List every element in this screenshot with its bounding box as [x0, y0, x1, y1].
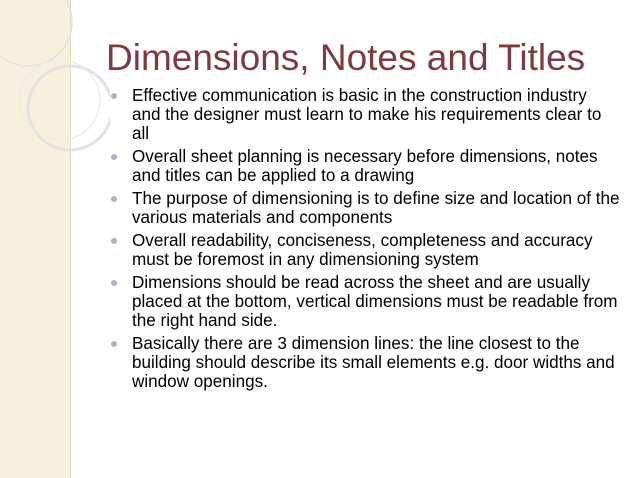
bullet-text: Dimensions should be read across the sheet and are usually placed at the bottom, vertical dimensions must be readable from the right hand side. — [132, 273, 618, 330]
bullet-text: Overall sheet planning is necessary before dimensions, notes and titles can be applied to a drawing — [132, 147, 598, 185]
bullet-item — [110, 189, 620, 227]
bullet-item — [110, 334, 620, 391]
bullet-text: Effective communication is basic in the construction industry and the designer must learn to make his requirements clear to all — [132, 86, 602, 143]
bullet-marker — [111, 238, 117, 244]
bullet-item — [110, 86, 620, 143]
bullet-text: Overall readability, conciseness, completeness and accuracy must be foremost in any dimensioning system — [132, 231, 593, 269]
bullet-marker — [111, 196, 117, 202]
bullet-text: Basically there are 3 dimension lines: the line closest to the building should describe its small elements e.g. door widths and window openings. — [132, 334, 615, 391]
bullet-list — [110, 86, 620, 395]
decorative-circles — [0, 0, 110, 200]
bullet-marker — [111, 280, 117, 286]
bullet-marker — [111, 154, 117, 160]
bullet-item — [110, 273, 620, 330]
slide-title: Dimensions, Notes and Titles — [106, 37, 586, 78]
bullet-item — [110, 147, 620, 185]
decorative-side-band — [0, 0, 71, 478]
bullet-marker — [111, 93, 117, 99]
bullet-text: The purpose of dimensioning is to define size and location of the various materials and components — [132, 189, 620, 227]
bullet-marker — [111, 341, 117, 347]
bullet-item — [110, 231, 620, 269]
